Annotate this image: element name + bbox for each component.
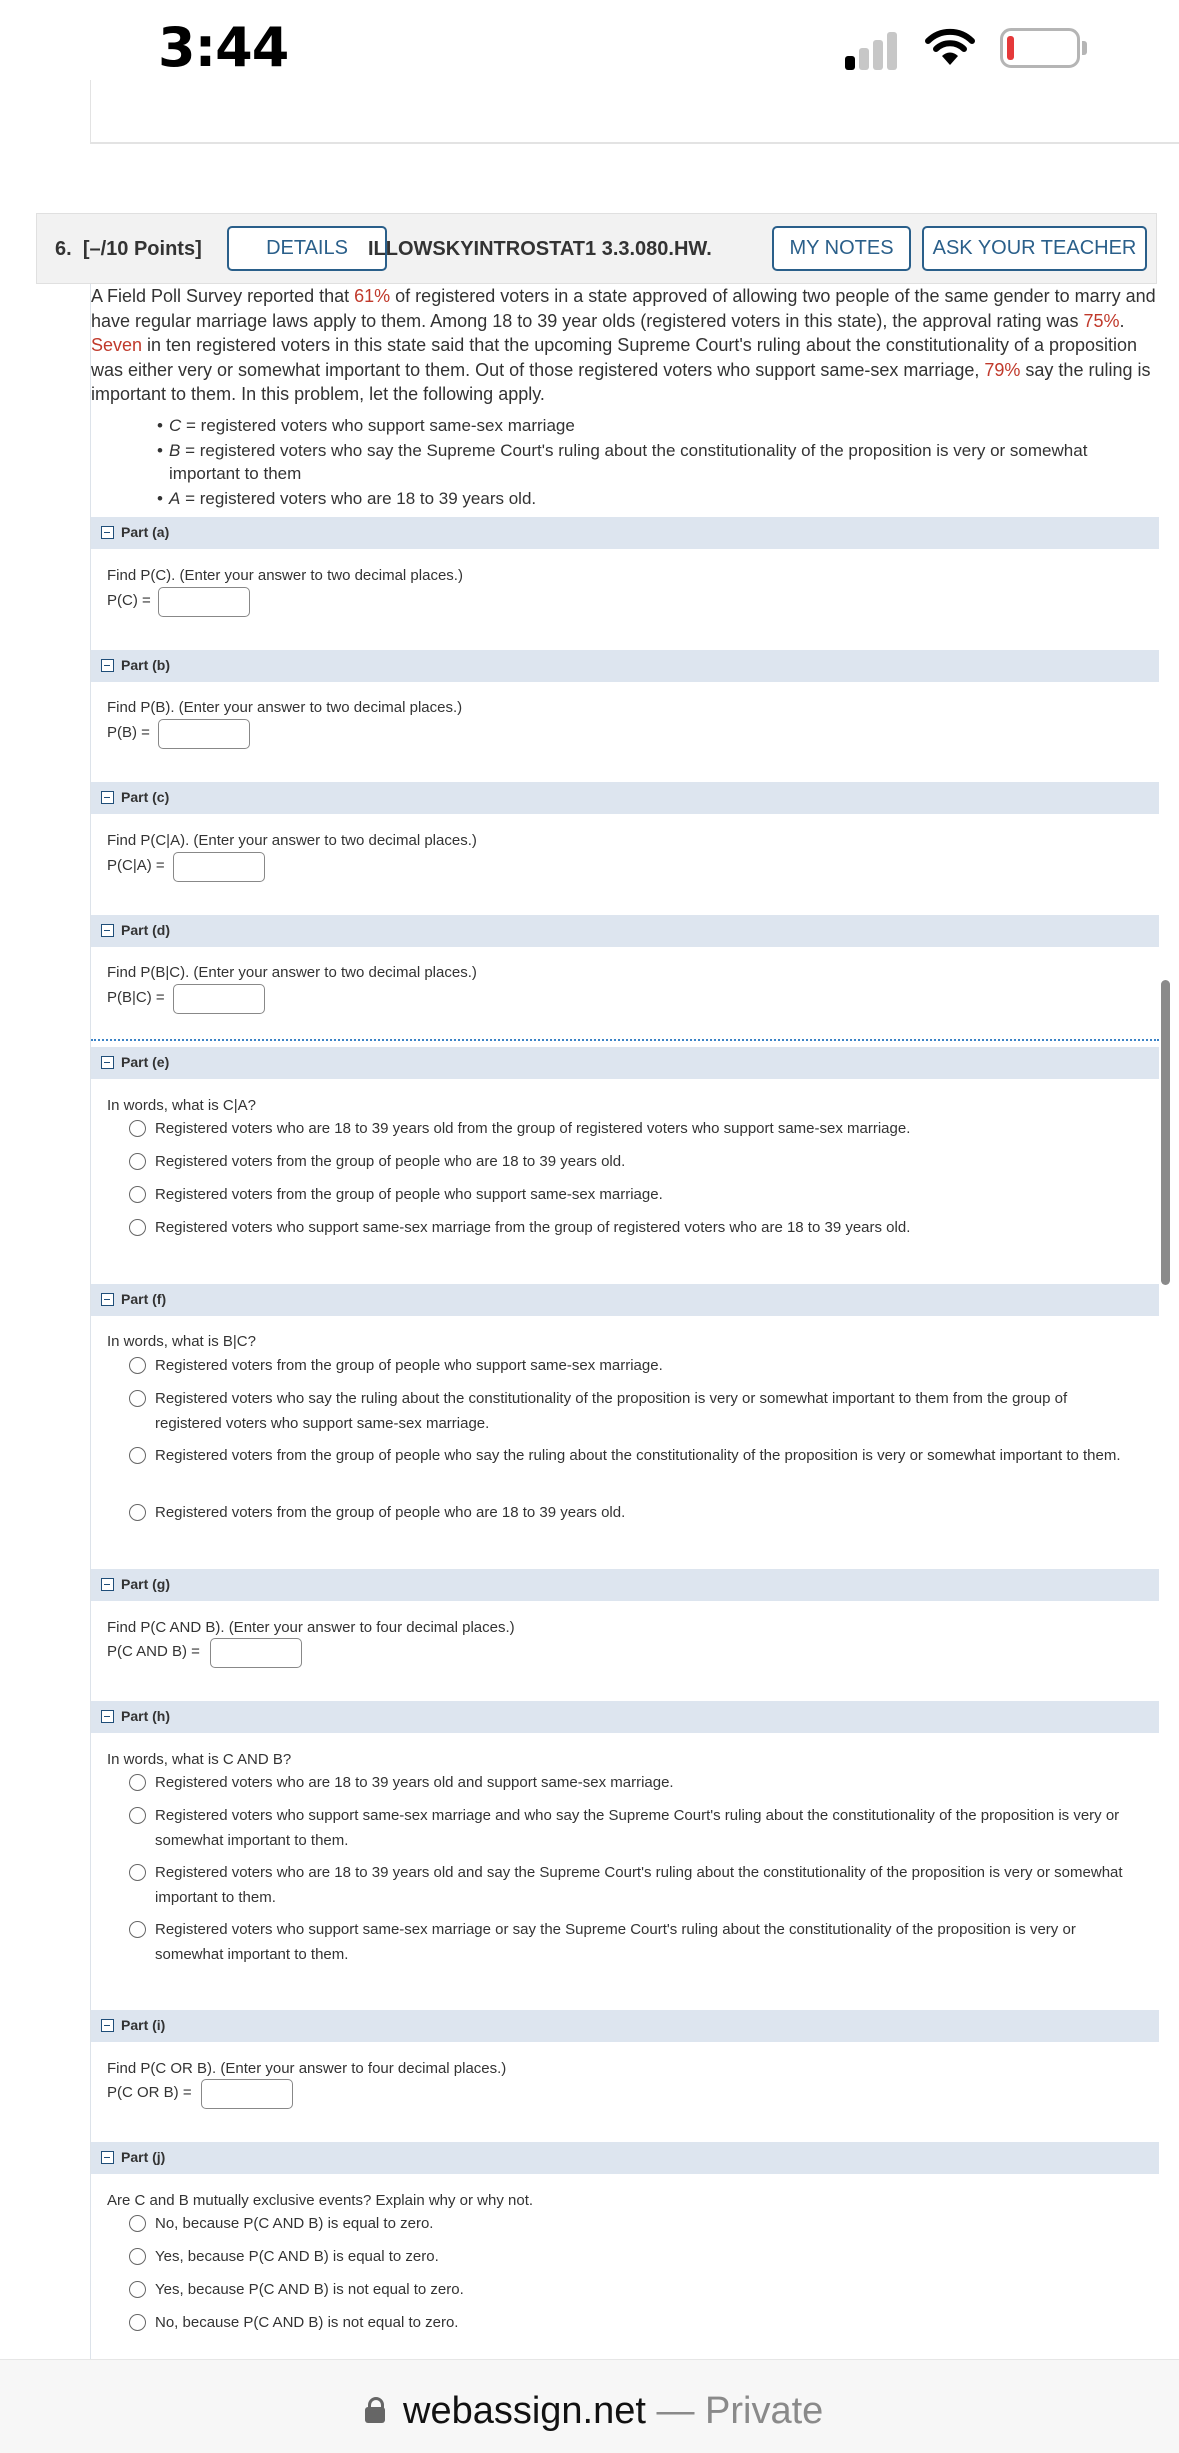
part-f-prompt: In words, what is B|C? xyxy=(107,1333,256,1350)
part-h-option[interactable]: Registered voters who support same-sex marriage and who say the Supreme Court's ruling about the constitutionality of the proposition is very or somewhat important to them. xyxy=(129,1803,1139,1853)
part-i-prompt: Find P(C OR B). (Enter your answer to four decimal places.) xyxy=(107,2060,507,2077)
part-j-option[interactable]: No, because P(C AND B) is not equal to zero. xyxy=(129,2310,1139,2335)
part-j-option[interactable]: Yes, because P(C AND B) is equal to zero. xyxy=(129,2244,1139,2269)
highlight-value: 75% xyxy=(1083,310,1120,331)
part-d-header[interactable]: Part (d) xyxy=(91,915,1159,947)
collapse-icon[interactable] xyxy=(101,2019,114,2032)
part-j-header[interactable]: Part (j) xyxy=(91,2142,1159,2174)
lock-icon xyxy=(365,2407,385,2423)
part-e-option[interactable]: Registered voters from the group of people who are 18 to 39 years old. xyxy=(129,1149,1139,1174)
my-notes-button[interactable]: MY NOTES xyxy=(772,226,911,271)
collapse-icon[interactable] xyxy=(101,526,114,539)
cellular-signal-icon xyxy=(843,30,907,70)
part-b-prompt: Find P(B). (Enter your answer to two decimal places.) xyxy=(107,699,463,716)
part-f-option[interactable]: Registered voters from the group of people who are 18 to 39 years old. xyxy=(129,1500,1139,1525)
details-button[interactable]: DETAILS xyxy=(227,226,387,271)
battery-low-icon xyxy=(1000,28,1080,68)
part-c-header[interactable]: Part (c) xyxy=(91,782,1159,814)
radio-button[interactable] xyxy=(129,2281,146,2298)
browser-address-bar[interactable] xyxy=(0,2359,1179,2453)
battery-level xyxy=(1007,36,1014,60)
part-b-label: P(B) = xyxy=(107,724,150,741)
part-f-option[interactable]: Registered voters who say the ruling about the constitutionality of the proposition is very or somewhat important to them from the group of registered voters who support same-sex marriage. xyxy=(129,1386,1139,1436)
question-number: 6. [–/10 Points] xyxy=(55,238,202,260)
radio-button[interactable] xyxy=(129,1219,146,1236)
collapse-icon[interactable] xyxy=(101,1710,114,1723)
part-d-answer-input[interactable] xyxy=(173,984,265,1014)
part-d-label: P(B|C) = xyxy=(107,989,165,1006)
question-code: ILLOWSKYINTROSTAT1 3.3.080.HW. xyxy=(368,238,712,260)
part-e-option[interactable]: Registered voters from the group of people who support same-sex marriage. xyxy=(129,1182,1139,1207)
radio-button[interactable] xyxy=(129,1153,146,1170)
radio-button[interactable] xyxy=(129,1390,146,1407)
part-a-prompt: Find P(C). (Enter your answer to two decimal places.) xyxy=(107,567,463,584)
part-f-option[interactable]: Registered voters from the group of people who support same-sex marriage. xyxy=(129,1353,1139,1378)
collapse-icon[interactable] xyxy=(101,1578,114,1591)
status-time: 3:44 xyxy=(158,16,289,79)
part-c-answer-input[interactable] xyxy=(173,852,265,882)
part-j-option[interactable]: No, because P(C AND B) is equal to zero. xyxy=(129,2211,1139,2236)
question-intro: A Field Poll Survey reported that 61% of registered voters in a state approved of allowing two people of the same gender to marry and have regular marriage laws apply to them. Among 18 to 39 year olds (registered voters in this state), the approval rating was 75%. Seven in ten registered voters in this state said that the upcoming Supreme Court's ruling about the constitutionality of a proposition was either very or somewhat important to them. Out of those registered voters who support same-sex marriage, 79% say the ruling is important to them. In this problem, let the following apply. xyxy=(91,286,1156,404)
definitions-list xyxy=(157,414,1157,512)
part-h-option[interactable]: Registered voters who are 18 to 39 years old and support same-sex marriage. xyxy=(129,1770,1139,1795)
part-c-prompt: Find P(C|A). (Enter your answer to two decimal places.) xyxy=(107,832,477,849)
part-f-option[interactable]: Registered voters from the group of people who say the ruling about the constitutionality of the proposition is very or somewhat important to them. xyxy=(129,1443,1139,1468)
part-b-answer-input[interactable] xyxy=(158,719,250,749)
address-domain: webassign.net xyxy=(403,2390,646,2432)
radio-button[interactable] xyxy=(129,1921,146,1938)
radio-button[interactable] xyxy=(129,1447,146,1464)
part-e-prompt: In words, what is C|A? xyxy=(107,1097,256,1114)
part-c-label: P(C|A) = xyxy=(107,857,165,874)
radio-button[interactable] xyxy=(129,2314,146,2331)
radio-button[interactable] xyxy=(129,1186,146,1203)
part-g-label: P(C AND B) = xyxy=(107,1643,200,1660)
dotted-separator xyxy=(91,1039,1159,1041)
question-header xyxy=(36,213,1157,284)
part-h-option[interactable]: Registered voters who support same-sex marriage or say the Supreme Court's ruling about the constitutionality of the proposition is very or somewhat important to them. xyxy=(129,1917,1139,1967)
part-b-header[interactable]: Part (b) xyxy=(91,650,1159,682)
part-g-answer-input[interactable] xyxy=(210,1638,302,1668)
part-g-header[interactable]: Part (g) xyxy=(91,1569,1159,1601)
part-g-prompt: Find P(C AND B). (Enter your answer to four decimal places.) xyxy=(107,1619,515,1636)
wifi-icon xyxy=(925,28,975,68)
part-f-header[interactable]: Part (f) xyxy=(91,1284,1159,1316)
part-h-header[interactable]: Part (h) xyxy=(91,1701,1159,1733)
radio-button[interactable] xyxy=(129,1774,146,1791)
part-i-answer-input[interactable] xyxy=(201,2079,293,2109)
part-i-header[interactable]: Part (i) xyxy=(91,2010,1159,2042)
highlight-value: 79% xyxy=(984,359,1021,380)
radio-button[interactable] xyxy=(129,1864,146,1881)
part-i-label: P(C OR B) = xyxy=(107,2084,192,2101)
definition-item: • A = registered voters who are 18 to 39 years old. xyxy=(157,487,1157,510)
question-content xyxy=(90,284,1158,2359)
highlight-value: 61% xyxy=(354,286,391,306)
battery-tip xyxy=(1082,41,1087,55)
definition-item: • B = registered voters who say the Supreme Court's ruling about the constitutionality of the proposition is very or somewhat important to them xyxy=(157,439,1157,485)
radio-button[interactable] xyxy=(129,1807,146,1824)
radio-button[interactable] xyxy=(129,1504,146,1521)
highlight-value: Seven xyxy=(91,335,143,355)
part-j-option[interactable]: Yes, because P(C AND B) is not equal to zero. xyxy=(129,2277,1139,2302)
collapse-icon[interactable] xyxy=(101,2151,114,2164)
previous-question-box xyxy=(90,80,1179,144)
part-a-header[interactable]: Part (a) xyxy=(91,517,1159,549)
question-points: [–/10 Points] xyxy=(82,238,202,260)
collapse-icon[interactable] xyxy=(101,791,114,804)
part-h-option[interactable]: Registered voters who are 18 to 39 years old and say the Supreme Court's ruling about the constitutionality of the proposition is very or somewhat important to them. xyxy=(129,1860,1139,1910)
radio-button[interactable] xyxy=(129,2215,146,2232)
part-h-prompt: In words, what is C AND B? xyxy=(107,1751,292,1768)
address-text[interactable] xyxy=(403,2390,823,2433)
part-d-prompt: Find P(B|C). (Enter your answer to two decimal places.) xyxy=(107,964,477,981)
radio-button[interactable] xyxy=(129,1120,146,1137)
collapse-icon[interactable] xyxy=(101,1293,114,1306)
collapse-icon[interactable] xyxy=(101,1056,114,1069)
address-private-label: — Private xyxy=(645,2390,824,2432)
collapse-icon[interactable] xyxy=(101,924,114,937)
part-e-header[interactable]: Part (e) xyxy=(91,1047,1159,1079)
part-a-label: P(C) = xyxy=(107,592,151,609)
radio-button[interactable] xyxy=(129,1357,146,1374)
part-j-prompt: Are C and B mutually exclusive events? Explain why or why not. xyxy=(107,2192,534,2209)
part-e-option[interactable]: Registered voters who support same-sex marriage from the group of registered voters who are 18 to 39 years old. xyxy=(129,1215,1139,1240)
collapse-icon[interactable] xyxy=(101,659,114,672)
part-e-option[interactable]: Registered voters who are 18 to 39 years old from the group of registered voters who support same-sex marriage. xyxy=(129,1116,1139,1141)
page-scrollbar[interactable] xyxy=(1161,980,1170,1285)
definition-item: • C = registered voters who support same-sex marriage xyxy=(157,414,1157,437)
radio-button[interactable] xyxy=(129,2248,146,2265)
part-a-answer-input[interactable] xyxy=(158,587,250,617)
ask-your-teacher-button[interactable]: ASK YOUR TEACHER xyxy=(922,226,1147,271)
